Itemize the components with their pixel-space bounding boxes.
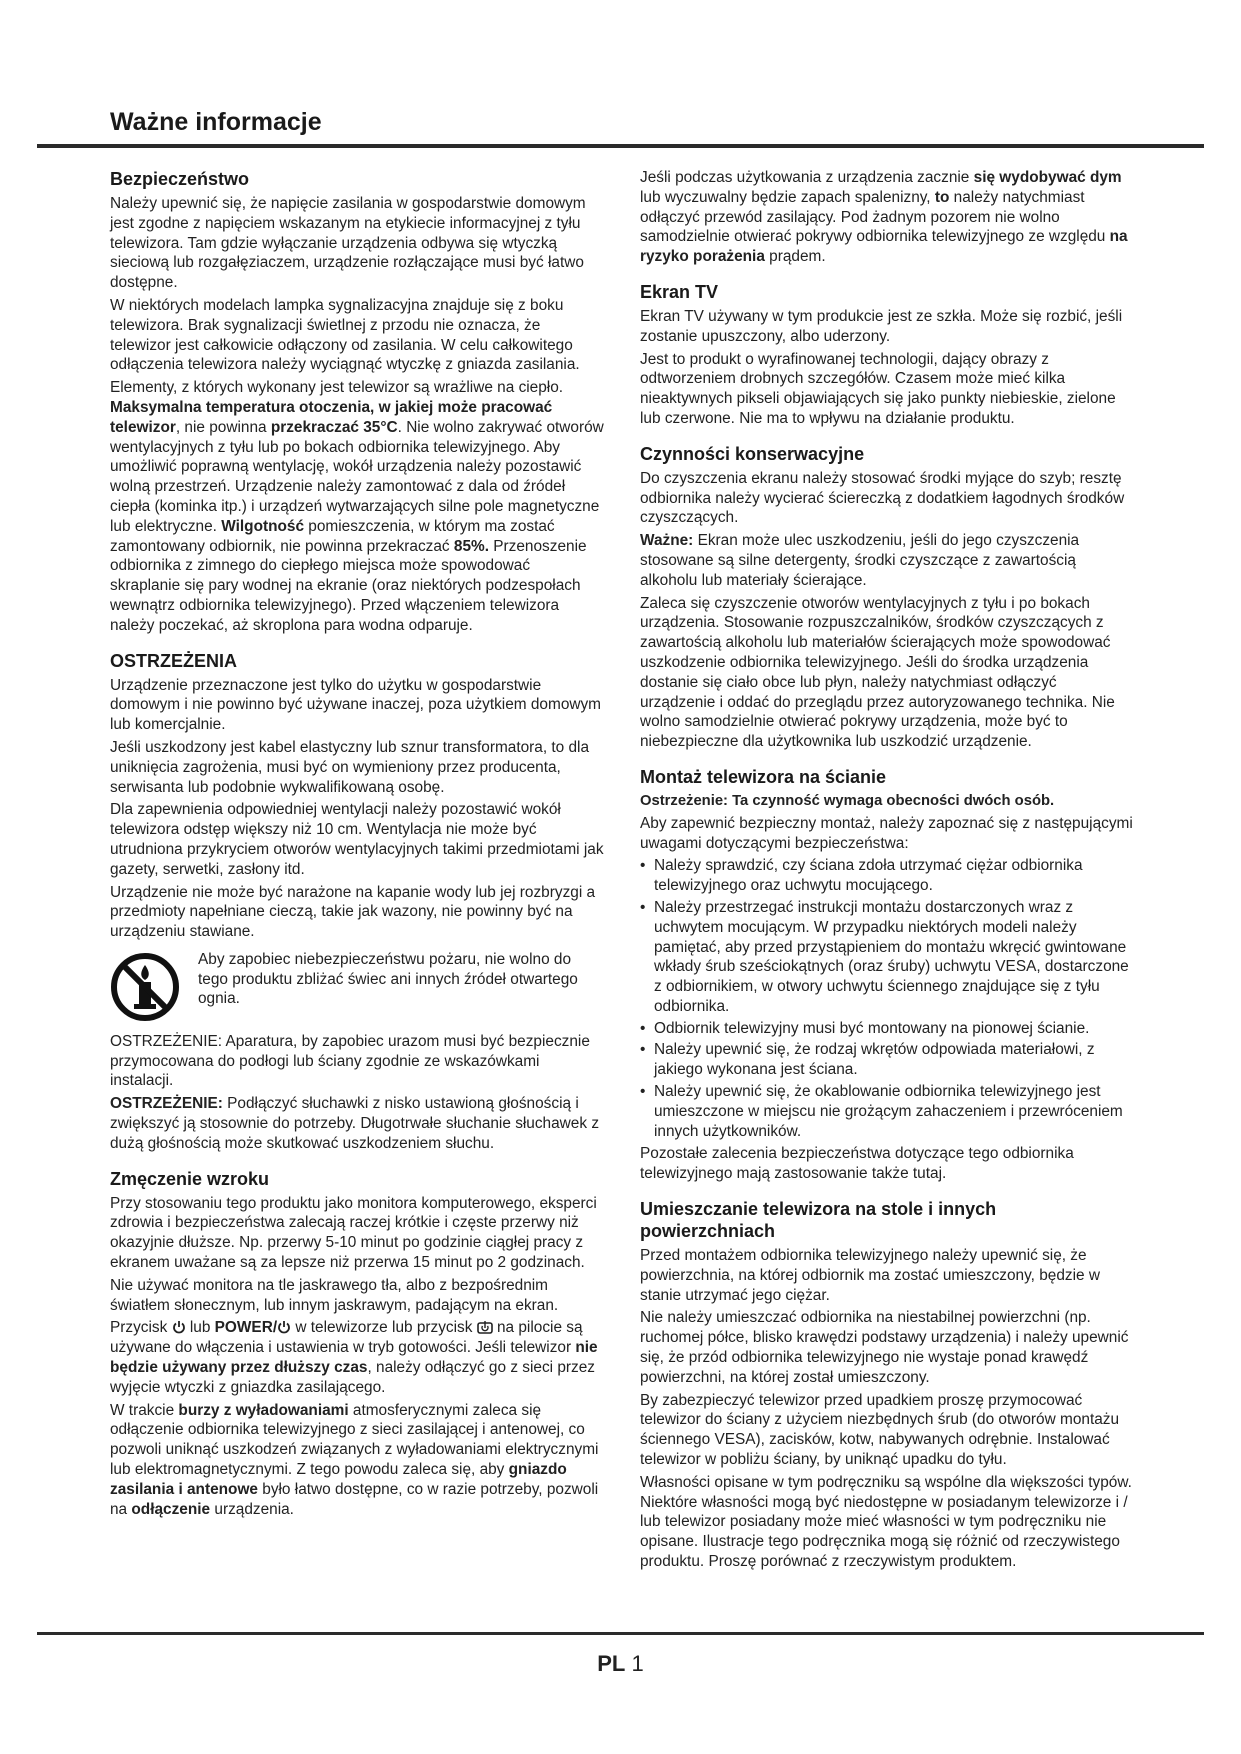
wall-mount-warning: Ostrzeżenie: Ta czynność wymaga obecności dwóch osób. xyxy=(640,792,1055,809)
fire-warning xyxy=(110,950,604,1022)
eyestrain-paragraph-2: Nie używać monitora na tle jaskrawego tła, albo z bezpośrednim światłem słonecznym, lub innym jaskrawym, padającym na ekran. xyxy=(110,1276,559,1314)
page-number: 1 xyxy=(631,1651,644,1676)
list-item: • Należy przestrzegać instrukcji montażu dostarczonych wraz z uchwytem mocującym. W przypadku niektórych modeli należy pamiętać, aby przed przystąpieniem do montażu wkręcić gwintowane wkłady śrub sześciokątnych (oraz śruby) uchwytu VESA, dostarczone z odbiornikiem, w otwory uchwytu ściennego znajdujące się z tyłu odbiornika. xyxy=(640,898,1134,1017)
list-item: • Należy upewnić się, że rodzaj wkrętów odpowiada materiałowi, z jakiego wykonana jest ściana. xyxy=(640,1040,1134,1080)
screen-heading: Ekran TV xyxy=(640,281,719,302)
right-column xyxy=(640,168,1134,1586)
wall-mount-list xyxy=(640,856,1134,1141)
maintenance-paragraph-2: Ważne: Ekran może ulec uszkodzeniu, jeśli do jego czyszczenia stosowane są silne detergenty, środki czyszczące z zawartością alkoholu lub materiały ścierające. xyxy=(640,532,1080,589)
table-paragraph-3: By zabezpieczyć telewizor przed upadkiem proszę przymocować telewizor do ściany z użyciem niezbędnych śrub (do otworów montażu ściennego VESA), zacisków, kotw, nabywanych odrębnie. Instalować telewizor w pobliżu ściany, by uniknąć upadku do tyłu. xyxy=(640,1391,1120,1469)
maintenance-heading: Czynności konserwacyjne xyxy=(640,443,865,464)
table-placement-heading: Umieszczanie telewizora na stole i innych powierzchniach xyxy=(640,1199,997,1242)
smoke-paragraph: Jeśli podczas użytkowania z urządzenia zacznie się wydobywać dym lub wyczuwalny będzie zapach spalenizny, to należy natychmiast odłączyć przewód zasilający. Pod żadnym pozorem nie wolno samodzielnie otwierać pokrywy odbiornika telewizyjnego ze względu na ryzyko porażenia prądem. xyxy=(640,169,1128,266)
eyestrain-paragraph-4: W trakcie burzy z wyładowaniami atmosferycznymi zaleca się odłączenie odbiornika telewizyjnego z sieci zasilającej i antenowej, co pozwoli uniknąć uszkodzeń związanych z wyładowaniami elektrycznymi lub elektromagnetycznymi. Z tego powodu zaleca się, aby gniazdo zasilania i antenowe było łatwo dostępne, co w razie potrzeby, pozwoli na odłączenie urządzenia. xyxy=(110,1401,599,1518)
section-wall-mount xyxy=(640,766,1134,1184)
warnings-paragraph-4: Urządzenie nie może być narażone na kapanie wody lub jej rozbryzgi a przedmioty napełniane cieczą, takie jak wazony, nie powinny być na urządzeniu stawiane. xyxy=(110,883,596,941)
safety-paragraph-3: Elementy, z których wykonany jest telewizor są wrażliwe na ciepło. Maksymalna temperatura otoczenia, w jakiej może pracować telewizor, nie powinna przekraczać 35°C. Nie wolno zakrywać otworów wentylacyjnych z tyłu lub po bokach odbiornika telewizyjnego. Aby umożliwić poprawną wentylację, wokół urządzenia należy pozostawić wolną przestrzeń. Urządzenie należy zamontować z dala od źródeł ciepła (kominka itp.) i urządzeń wytwarzających silne pole magnetyczne lub elektryczne. Wilgotność pomieszczenia, w którym ma zostać zamontowany odbiornik, nie powinna przekraczać 85%. Przenoszenie odbiornika z zimnego do ciepłego miejsca może spowodować skraplanie się pary wodnej na ekranie (oraz niektórych podzespołach wewnątrz odbiornika telewizyjnego). Przed włączeniem telewizora należy poczekać, aż skroplona para wodna odparuje. xyxy=(110,379,604,634)
header-rule xyxy=(37,144,1204,148)
power-icon xyxy=(172,1320,186,1334)
remote-standby-icon xyxy=(477,1320,493,1334)
list-item: • Należy sprawdzić, czy ściana zdoła utrzymać ciężar odbiornika telewizyjnego oraz uchwytu mocującego. xyxy=(640,856,1134,896)
left-column xyxy=(110,168,604,1533)
wall-mount-outro: Pozostałe zalecenia bezpieczeństwa dotyczące tego odbiornika telewizyjnego mają zastosowanie także tutaj. xyxy=(640,1145,1074,1183)
safety-paragraph-2: W niektórych modelach lampka sygnalizacyjna znajduje się z boku telewizora. Brak sygnalizacji świetlnej z przodu nie oznacza, że telewizor jest całkowicie odłączony od zasilania. W celu całkowitego odłączenia telewizora należy wyciągnąć wtyczkę z gniazda zasilania. xyxy=(110,296,580,374)
warnings-paragraph-1: Urządzenie przeznaczone jest tylko do użytku w gospodarstwie domowym i nie powinno być używane inaczej, poza użytkiem domowym lub komercjalnie. xyxy=(110,676,602,734)
table-paragraph-1: Przed montażem odbiornika telewizyjnego należy upewnić się, że powierzchnia, na której odbiornik ma zostać umieszczony, będzie w stanie utrzymać jego ciężar. xyxy=(640,1247,1100,1304)
section-smoke xyxy=(640,168,1134,267)
maintenance-paragraph-1: Do czyszczenia ekranu należy stosować środki myjące do szyb; resztę odbiornika należy wycierać ściereczką z dodatkiem łagodnych środków czyszczących. xyxy=(640,469,1125,527)
warnings-heading: OSTRZEŻENIA xyxy=(110,650,238,671)
section-eyestrain xyxy=(110,1168,604,1520)
eyestrain-paragraph-3: Przycisk lub POWER/ w telewizorze lub przycisk na pilocie są używane do włączenia i ustawienia w tryb gotowości. Jeśli telewizor nie będzie używany przez dłuższy czas, należy odłączyć go z sieci przez wyjęcie wtyczki z gniazdka zasilającego. xyxy=(110,1319,598,1396)
warnings-paragraph-2: Jeśli uszkodzony jest kabel elastyczny lub sznur transformatora, to dla uniknięcia zagrożenia, musi być on wymieniony przez producenta, serwisanta lub podobnie wykwalifikowaną osobę. xyxy=(110,738,590,796)
list-item: • Odbiornik telewizyjny musi być montowany na pionowej ścianie. xyxy=(640,1019,1134,1039)
section-warnings xyxy=(110,650,604,1154)
warnings-paragraph-3: Dla zapewnienia odpowiedniej wentylacji należy pozostawić wokół telewizora odstęp większy niż 10 cm. Wentylacja nie może być utrudniona przykryciem otworów wentylacyjnych takimi przedmiotami jak gazety, serwetki, zasłony itd. xyxy=(110,801,604,878)
warnings-paragraph-6: OSTRZEŻENIE: Podłączyć słuchawki z nisko ustawioną głośnością i zwiększyć ją stosownie do potrzeby. Długotrwałe słuchanie słuchawek z dużą głośnością może skutkować uszkodzeniem słuchu. xyxy=(110,1095,600,1152)
eyestrain-paragraph-1: Przy stosowaniu tego produktu jako monitora komputerowego, eksperci zdrowia i bezpieczeństwa zalecają raczej krótkie i częste przerwy niż okazyjnie dłuższe. Np. przerwy 5-10 minut po godzinie ciągłej pracy z ekranem uważane są za lepsze niż przerwa 15 minut po 2 godzinach. xyxy=(110,1194,597,1272)
footer-rule xyxy=(37,1632,1204,1635)
screen-paragraph-1: Ekran TV używany w tym produkcie jest ze szkła. Może się rozbić, jeśli zostanie upuszczony, albo uderzony. xyxy=(640,307,1123,345)
section-table-placement xyxy=(640,1198,1134,1572)
no-candles-icon xyxy=(110,952,180,1022)
fire-warning-text: Aby zapobiec niebezpieczeństwu pożaru, nie wolno do tego produktu zbliżać świec ani innych źródeł otwartego ognia. xyxy=(198,950,578,1008)
list-item: • Należy upewnić się, że okablowanie odbiornika telewizyjnego jest umieszczone w miejscu nie grożącym zahaczeniem i przewróceniem innych użytkowników. xyxy=(640,1082,1134,1141)
screen-paragraph-2: Jest to produkt o wyrafinowanej technologii, dający obrazy z odtworzeniem drobnych szczegółów. Czasem może mieć kilka nieaktywnych pikseli objawiających się jako punkty niebieskie, zielone lub czerwone. Nie ma to wpływu na działanie produktu. xyxy=(640,350,1116,427)
eyestrain-heading: Zmęczenie wzroku xyxy=(110,1168,270,1189)
wall-mount-heading: Montaż telewizora na ścianie xyxy=(640,766,887,787)
section-screen xyxy=(640,281,1134,429)
warnings-paragraph-5: OSTRZEŻENIE: Aparatura, by zapobiec urazom musi być bezpiecznie przymocowana do podłogi lub ściany zgodnie ze wskazówkami instalacji. xyxy=(110,1032,590,1090)
table-paragraph-2: Nie należy umieszczać odbiornika na niestabilnej powierzchni (np. ruchomej półce, blisko krawędzi podstawy urządzenia) i należy upewnić się, że przód odbiornika telewizyjnego nie wystaje ponad krawędź powierzchni, na której został umieszczony. xyxy=(640,1309,1129,1386)
power-icon xyxy=(277,1320,291,1334)
safety-paragraph-1: Należy upewnić się, że napięcie zasilania w gospodarstwie domowym jest zgodne z napięciem wskazanym na etykiecie informacyjnej z tyłu telewizora. Tam gdzie wyłączanie urządzenia odbywa się wtyczką sieciową lub rozgałęziaczem, urządzenie rozłączające musi być łatwo dostępne. xyxy=(110,195,586,292)
section-maintenance xyxy=(640,443,1134,752)
page-footer xyxy=(0,1651,1241,1677)
maintenance-paragraph-3: Zaleca się czyszczenie otworów wentylacyjnych z tyłu i po bokach urządzenia. Stosowanie rozpuszczalników, środków czyszczących z zawartością alkoholu lub materiałów ścierających może spowodować uszkodzenie odbiornika telewizyjnego. Jeśli do środka urządzenia dostanie się ciało obce lub płyn, należy natychmiast odłączyć urządzenie i oddać do przeglądu przez autoryzowanego technika. Nie wolno samodzielnie otwierać pokrywy urządzenia, może być to niebezpieczne dla użytkownika lub uszkodzić urządzenie. xyxy=(640,594,1115,751)
footer-language: PL xyxy=(597,1651,626,1676)
section-safety xyxy=(110,168,604,636)
safety-heading: Bezpieczeństwo xyxy=(110,169,250,189)
wall-mount-intro: Aby zapewnić bezpieczny montaż, należy zapoznać się z następującymi uwagami dotyczącymi bezpieczeństwa: xyxy=(640,814,1133,852)
page-title: Ważne informacje xyxy=(110,108,322,136)
table-paragraph-4: Własności opisane w tym podręczniku są wspólne dla większości typów. Niektóre własności mogą być niedostępne w posiadanym telewizorze i / lub telewizor posiadany może mieć własności w tym podręczniku nie opisane. Ilustracje tego podręcznika mogą się różnić od rzeczywistego produktu. Proszę porównać z rzeczywistym produktem. xyxy=(640,1473,1132,1571)
